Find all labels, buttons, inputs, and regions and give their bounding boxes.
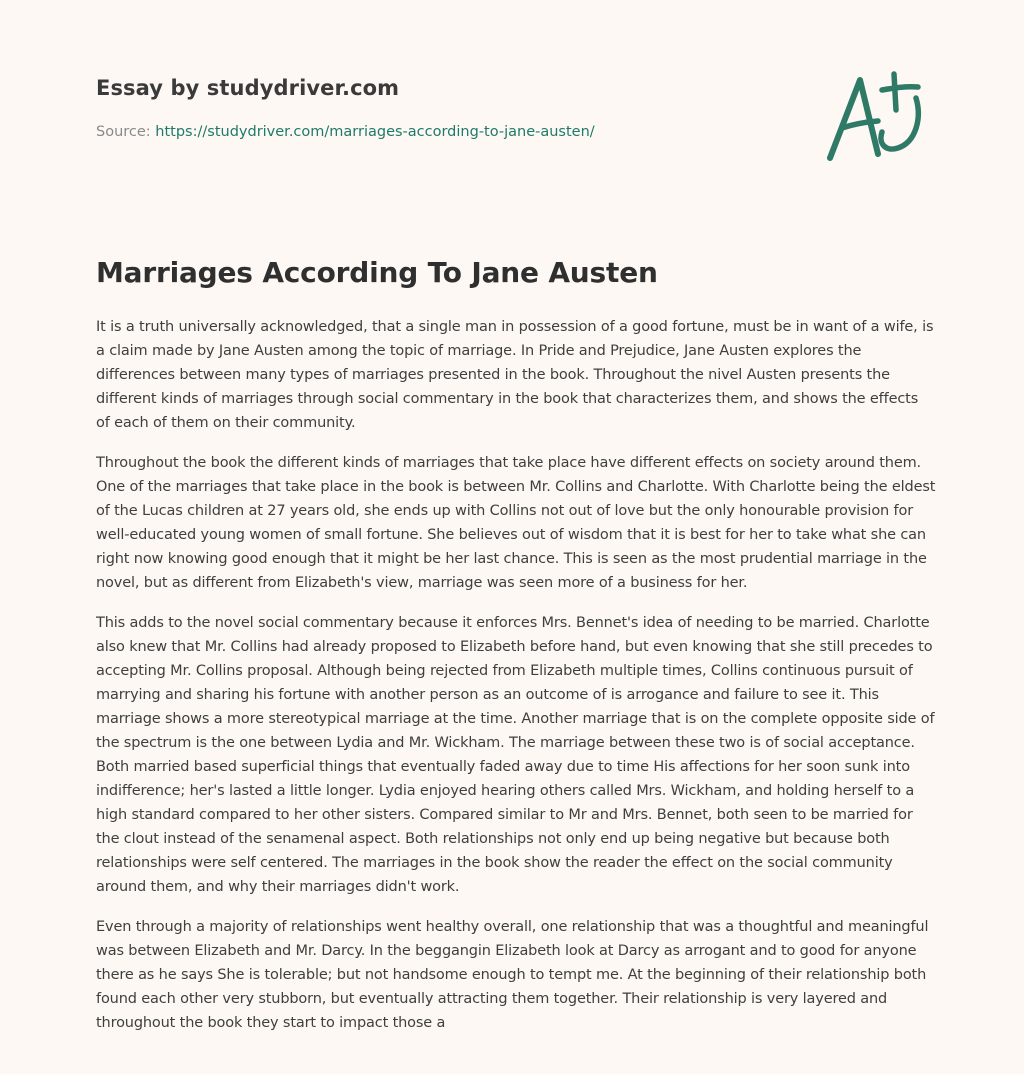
essay-paragraph: Even through a majority of relationships went healthy overall, one relationship that was a thoughtful and meaningful was between Elizabeth and Mr. Darcy. In the beggangin Elizabeth look at Darcy as arrogant and to good for anyone there as he says She is tolerable; but not handsome enough to tempt me. At the beginning of their relationship both found each other very stubborn, but eventually attracting them together. Their relationship is very layered and throughout the book they start to impact those a	[96, 919, 929, 1031]
source-label: Source:	[96, 124, 151, 140]
essay-paragraph: This adds to the novel social commentary because it enforces Mrs. Bennet's idea of needing to be married. Charlotte also knew that Mr. Collins had already proposed to Elizabeth before hand, but even knowing that she still precedes to accepting Mr. Collins proposal. Although being rejected from Elizabeth multiple times, Collins continuous pursuit of marrying and sharing his fortune with another person as an outcome of is arrogance and failure to see it. This marriage shows a more stereotypical marriage at the time. Another marriage that is on the complete opposite side of the spectrum is the one between Lydia and Mr. Wickham. The marriage between these two is of social acceptance. Both married based superficial things that eventually faded away due to time His affections for her soon sunk into indifference; her's lasted a little longer. Lydia enjoyed hearing others called Mrs. Wickham, and holding herself to a high standard compared to her other sisters. Compared similar to Mr and Mrs. Bennet, both seen to be married for the clout instead of the senamenal aspect. Both relationships not only end up being negative but because both relationships were self centered. The marriages in the book show the reader the effect on the social community around them, and why their marriages didn't work.	[96, 615, 935, 895]
essay-paragraph: It is a truth universally acknowledged, that a single man in possession of a good fortune, must be in want of a wife, is a claim made by Jane Austen among the topic of marriage. In Pride and Prejudice, Jane Austen explores the differences between many types of marriages presented in the book. Throughout the nivel Austen presents the different kinds of marriages through social commentary in the book that characterizes them, and shows the effects of each of them on their community.	[96, 319, 934, 431]
essay-title: Marriages According To Jane Austen	[96, 256, 658, 289]
essay-paragraph: Throughout the book the different kinds of marriages that take place have different effects on society around them. One of the marriages that take place in the book is between Mr. Collins and Charlotte. With Charlotte being the eldest of the Lucas children at 27 years old, she ends up with Collins not out of love but the only honourable provision for well-educated young women of small fortune. She believes out of wisdom that it is best for her to take what she can right now knowing good enough that it might be her last chance. This is seen as the most prudential marriage in the novel, but as different from Elizabeth's view, marriage was seen more of a business for her.	[96, 455, 936, 591]
site-title: Essay by studydriver.com	[96, 76, 400, 100]
source-line	[96, 124, 595, 140]
source-link[interactable]: https://studydriver.com/marriages-according-to-jane-austen/	[155, 124, 595, 140]
a-plus-logo-icon	[820, 66, 930, 166]
essay-body	[96, 315, 936, 1060]
